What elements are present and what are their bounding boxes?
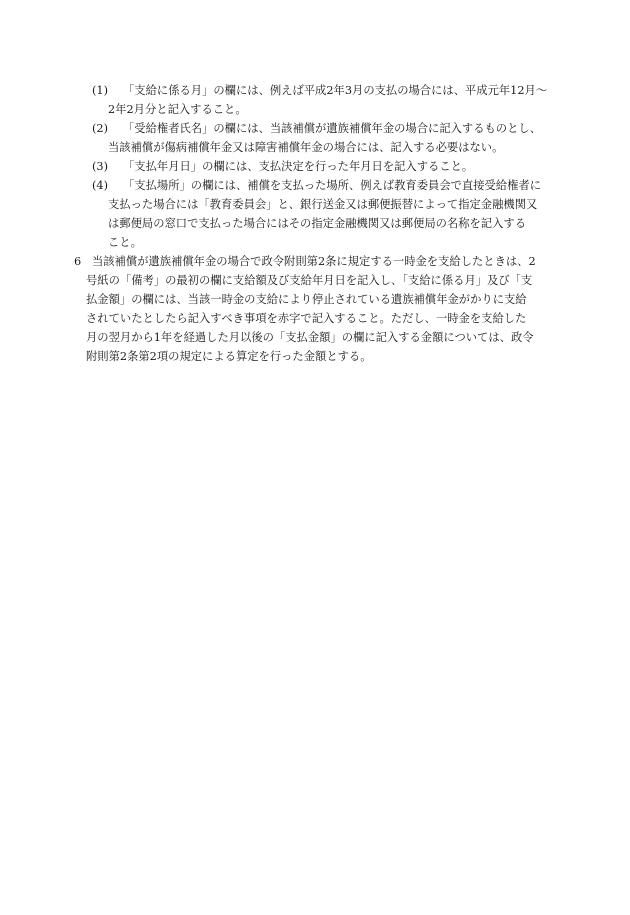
item-text-line: 号紙の「備考」の最初の欄に支給額及び支給年月日を記入し、「支給に係る月」及び「支 bbox=[86, 274, 533, 287]
subitem-3 bbox=[0, 157, 630, 176]
subitem-2 bbox=[0, 119, 630, 157]
subitem-number: (3) bbox=[92, 160, 109, 173]
item-number: 6 bbox=[74, 255, 82, 268]
item-text-line: 附則第2条第2項の規定による算定を行った金額とする。 bbox=[86, 350, 372, 363]
item-text-line: されていたとしたら記入すべき事項を赤字で記入すること。ただし、一時金を支給した bbox=[86, 312, 527, 325]
subitem-4 bbox=[0, 176, 630, 252]
item-text-line: 月の翌月から1年を経過した月以後の「支払金額」の欄に記入する金額については、政令 bbox=[86, 331, 534, 344]
subitem-text-line: こと。 bbox=[108, 236, 142, 249]
subitem-text-line: 「支給に係る月」の欄には、例えば平成2年3月の支払の場合には、平成元年12月～ bbox=[123, 84, 548, 97]
subitem-text-line: 「支払年月日」の欄には、支払決定を行った年月日を記入すること。 bbox=[123, 160, 474, 173]
item-text-line: 払金額」の欄には、当該一時金の支給により停止されている遺族補償年金がかりに支給 bbox=[86, 293, 527, 306]
subitem-text-line: 「受給権者氏名」の欄には、当該補償が遺族補償年金の場合に記入するものとし、 bbox=[123, 122, 541, 135]
subitem-text-line: は郵便局の窓口で支払った場合にはその指定金融機関又は郵便局の名称を記入する bbox=[108, 217, 526, 230]
subitem-number: (1) bbox=[92, 84, 109, 97]
subitem-text-line: 2年2月分と記入すること。 bbox=[108, 103, 247, 116]
subitem-text-line: 支払った場合には「教育委員会」と、銀行送金又は郵便振替によって指定金融機関又 bbox=[108, 198, 538, 211]
item-text-line: 当該補償が遺族補償年金の場合で政令附則第2条に規定する一時金を支給したときは、2 bbox=[92, 255, 536, 268]
subitem-text-line: 「支払場所」の欄には、補償を支払った場所、例えば教育委員会で直接受給権者に bbox=[123, 179, 541, 192]
subitem-number: (2) bbox=[92, 122, 109, 135]
subitem-number: (4) bbox=[92, 179, 109, 192]
subitem-1 bbox=[0, 81, 630, 119]
item-6 bbox=[0, 252, 630, 366]
subitem-text-line: 当該補償が傷病補償年金又は障害補償年金の場合には、記入する必要はない。 bbox=[108, 141, 504, 154]
